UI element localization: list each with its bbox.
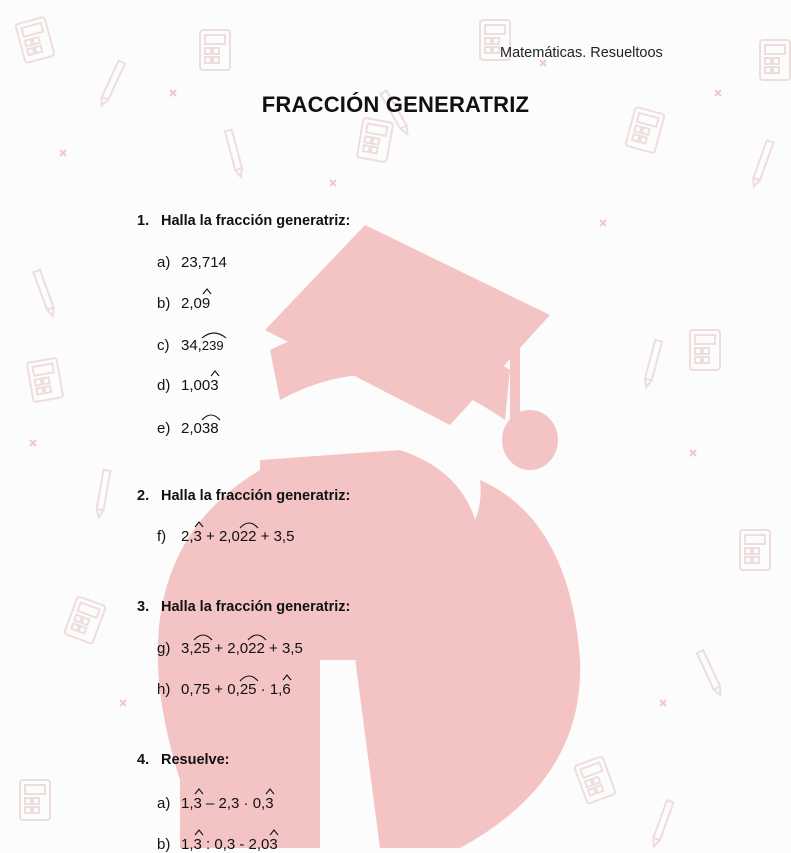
section-4-title (137, 752, 230, 768)
item-value: 23,714 (181, 254, 227, 271)
section-heading: Halla la fracción generatriz: (161, 213, 351, 229)
page-title: FRACCIÓN GENERATRIZ (261, 92, 530, 117)
period-hat-mark (269, 829, 279, 837)
period-arc-mark (239, 674, 259, 682)
expr-part: + 3,5 (264, 640, 303, 657)
section-2-title (137, 488, 350, 504)
item-label: e) (157, 420, 171, 437)
period-hat-mark (265, 788, 275, 796)
expr-part: + 2,0 (201, 528, 240, 545)
periodic-digits: 3 (210, 377, 218, 394)
periodic-digits: 6 (282, 681, 290, 698)
section-number: 2. (137, 488, 150, 504)
item-prefix: 1,00 (181, 377, 211, 394)
expr-part: 1, (181, 836, 194, 853)
item-label: c) (157, 337, 170, 354)
expr-part: · 1, (256, 681, 283, 698)
section-heading: Resuelve: (161, 752, 230, 768)
periodic-digits: 25 (194, 640, 211, 657)
expr-part: : 0,3 - 2,0 (201, 836, 270, 853)
periodic-digits: 22 (240, 528, 257, 545)
item-label: a) (157, 254, 171, 271)
expr-part: + 2,0 (210, 640, 249, 657)
periodic-digits: 38 (202, 420, 219, 437)
periodic-digits: 3 (194, 795, 202, 812)
period-hat-mark (282, 674, 292, 682)
exercise-item (157, 337, 224, 354)
periodic-digits: 9 (202, 295, 210, 312)
periodic-digits: 3 (265, 795, 273, 812)
section-number: 1. (137, 213, 150, 229)
expr-part: 0,75 + 0, (181, 681, 240, 698)
item-label: b) (157, 295, 171, 312)
period-arc-mark (247, 633, 267, 641)
period-arc-mark (239, 521, 259, 529)
expr-part: – 2,3 · 0, (201, 795, 266, 812)
period-hat-mark (210, 370, 220, 378)
periodic-digits: 3 (194, 836, 202, 853)
exercise-item (157, 420, 219, 437)
section-3-title (137, 599, 350, 615)
exercise-item (157, 377, 219, 394)
periodic-digits: 239 (202, 338, 224, 353)
exercise-item (157, 836, 278, 853)
expr-part: 3, (181, 640, 194, 657)
period-arc-mark (193, 633, 213, 641)
item-label: d) (157, 377, 171, 394)
periodic-digits: 3 (194, 528, 202, 545)
expr-part: 2, (181, 528, 194, 545)
period-hat-mark (194, 829, 204, 837)
exercise-item (157, 295, 210, 312)
periodic-digits: 3 (269, 836, 277, 853)
period-hat-mark (194, 521, 204, 529)
section-number: 4. (137, 752, 150, 768)
period-hat-mark (194, 788, 204, 796)
section-heading: Halla la fracción generatriz: (161, 599, 351, 615)
item-prefix: 34, (181, 337, 202, 354)
exercise-item (157, 640, 303, 657)
header-brand: Matemáticas. Resueltoos (500, 45, 663, 61)
exercise-item (157, 681, 291, 698)
item-prefix: 2,0 (181, 295, 202, 312)
section-heading: Halla la fracción generatriz: (161, 488, 351, 504)
item-label: g) (157, 640, 171, 657)
period-hat-mark (202, 288, 212, 296)
exercise-item (157, 254, 227, 271)
item-label: f) (157, 528, 167, 545)
section-number: 3. (137, 599, 150, 615)
item-prefix: 2,0 (181, 420, 202, 437)
periodic-digits: 22 (248, 640, 265, 657)
period-arc-mark (201, 413, 221, 421)
period-arc-mark (201, 331, 227, 339)
section-1-title (137, 213, 350, 229)
item-label: a) (157, 795, 171, 812)
item-label: b) (157, 836, 171, 853)
expr-part: 1, (181, 795, 194, 812)
exercise-item (157, 528, 294, 545)
expr-part: + 3,5 (256, 528, 295, 545)
exercise-item (157, 795, 274, 812)
periodic-digits: 25 (240, 681, 257, 698)
item-label: h) (157, 681, 171, 698)
